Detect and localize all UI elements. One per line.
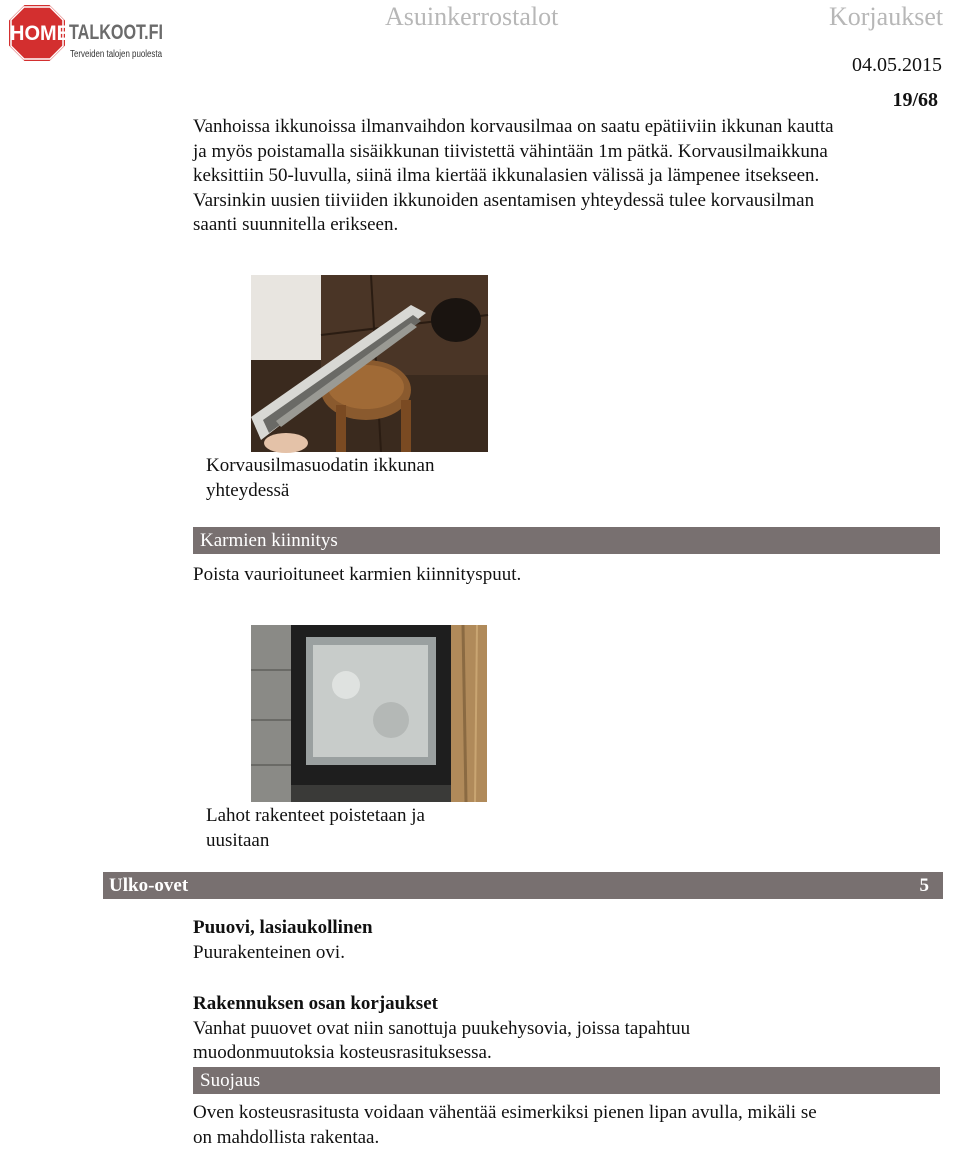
repairs-line: muodonmuutoksia kosteusrasituksessa.: [193, 1041, 943, 1066]
section-number: 5: [920, 872, 930, 899]
caption-line: Lahot rakenteet poistetaan ja: [206, 804, 526, 829]
intro-line: keksittiin 50-luvulla, siinä ilma kiertää ikkunalasien välissä ja lämpenee itsekseen.: [193, 164, 943, 189]
section-bar-ulko-ovet: [103, 872, 943, 899]
door-type-block: [193, 916, 943, 965]
logo-home: HOME: [10, 22, 70, 45]
suojaus-line: Oven kosteusrasitusta voidaan vähentää esimerkiksi pienen lipan avulla, mikäli se: [193, 1101, 943, 1126]
header-category: Asuinkerrostalot: [385, 2, 558, 32]
caption-rotten-structures: [206, 804, 526, 853]
header-date: 04.05.2015: [852, 54, 942, 77]
intro-line: ja myös poistamalla sisäikkunan tiivistettä vähintään 1m pätkä. Korvausilmaikkuna: [193, 140, 943, 165]
door-type-title: Puuovi, lasiaukollinen: [193, 916, 943, 941]
page-number: 19/68: [892, 89, 938, 112]
hometalkoot-logo: [6, 2, 166, 64]
logo-tagline: Terveiden talojen puolesta: [70, 49, 162, 60]
caption-line: yhteydessä: [206, 479, 526, 504]
intro-line: Vanhoissa ikkunoissa ilmanvaihdon korvausilmaa on saatu epätiiviin ikkunan kautta: [193, 115, 943, 140]
intro-line: Varsinkin uusien tiiviiden ikkunoiden asentamisen yhteydessä tulee korvausilman: [193, 189, 943, 214]
intro-line: saanti suunnitella erikseen.: [193, 213, 943, 238]
logo-talkoot: TALKOOT.FI: [69, 21, 163, 44]
door-type-description: Puurakenteinen ovi.: [193, 941, 943, 966]
repairs-block: [193, 992, 943, 1066]
suojaus-block: [193, 1101, 943, 1150]
caption-line: uusitaan: [206, 829, 526, 854]
intro-paragraph: [193, 115, 943, 238]
repairs-title: Rakennuksen osan korjaukset: [193, 992, 943, 1017]
photo-rotten-structures: [251, 625, 487, 802]
photo-window-filter: [251, 275, 488, 452]
section-title-ulko-ovet: Ulko-ovet: [109, 872, 188, 899]
header-section: Korjaukset: [829, 2, 943, 32]
section-bar-karmien-kiinnitys: Karmien kiinnitys: [193, 527, 940, 554]
repairs-line: Vanhat puuovet ovat niin sanottuja puukehysovia, joissa tapahtuu: [193, 1017, 943, 1042]
caption-line: Korvausilmasuodatin ikkunan: [206, 454, 526, 479]
suojaus-line: on mahdollista rakentaa.: [193, 1126, 943, 1150]
caption-window-filter: [206, 454, 526, 503]
karmien-text: Poista vaurioituneet karmien kiinnityspuut.: [193, 563, 943, 588]
section-bar-suojaus: Suojaus: [193, 1067, 940, 1094]
